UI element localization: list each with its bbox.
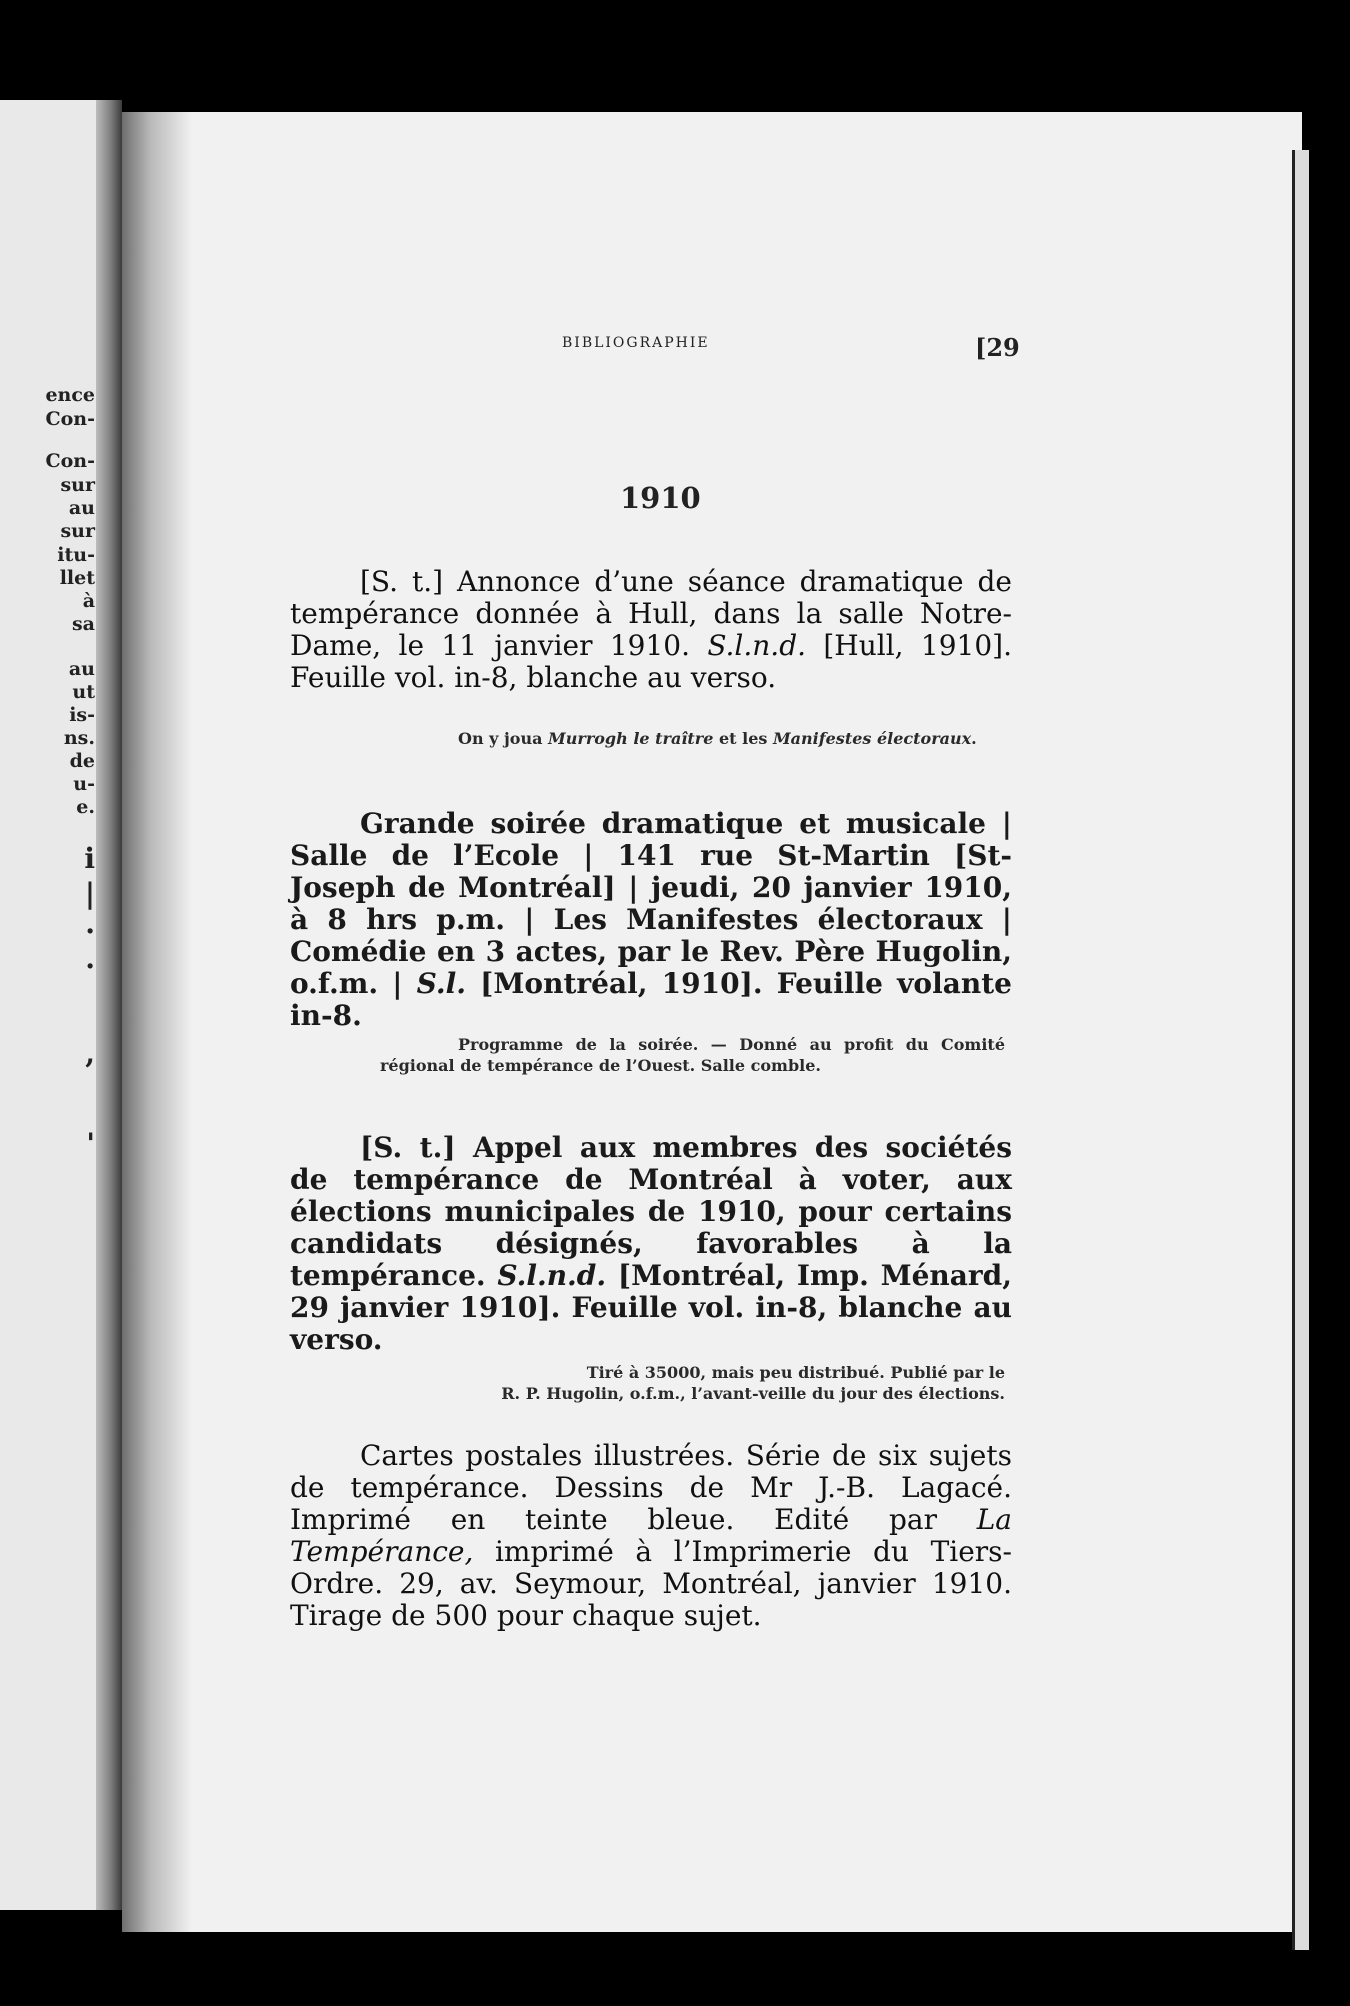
- facing-page-fragment: au: [68, 658, 95, 680]
- facing-page-fragment: Con-: [45, 450, 95, 472]
- facing-page-fragment: .: [85, 942, 95, 975]
- section-year: 1910: [620, 481, 701, 515]
- entry-note: On y joua Murrogh le traître et les Manifestes électoraux.: [458, 729, 977, 748]
- facing-page-fragment: ns.: [63, 727, 95, 749]
- facing-page-fragment: u-: [73, 773, 95, 795]
- facing-page-fragment: i: [84, 842, 95, 875]
- facing-page-fragment: ut: [72, 681, 95, 703]
- facing-page-fragment: is-: [69, 704, 95, 726]
- bibliography-entry: Grande soirée dramatique et musicale | Salle de l’Ecole | 141 rue St-Martin [St-Joseph de Montréal] | jeudi, 20 janvier 1910, à 8 hrs p.m. | Les Manifestes électoraux | Comédie en 3 actes, par le Rev. Père Hugolin, o.f.m. | S.l. [Montréal, 1910]. Feuille volante in-8.: [290, 807, 1012, 1032]
- facing-page-fragment: |: [84, 877, 95, 910]
- facing-page-gutter: [96, 100, 122, 1910]
- facing-page-fragment: ence: [45, 384, 95, 406]
- entry-note: Tiré à 35000, mais peu distribué. Publié par le R. P. Hugolin, o.f.m., l’avant-veille du jour des élections.: [501, 1363, 1005, 1403]
- page-edge: [1292, 150, 1309, 1950]
- bibliography-entry: Cartes postales illustrées. Série de six sujets de tempérance. Dessins de Mr J.-B. Lagacé. Imprimé en teinte bleue. Edité par La Tempérance, imprimé à l’Imprimerie du Tiers-Ordre. 29, av. Seymour, Montréal, janvier 1910. Tirage de 500 pour chaque sujet.: [290, 1439, 1012, 1632]
- spine-shadow: [122, 112, 192, 1932]
- running-title: BIBLIOGRAPHIE: [562, 335, 710, 351]
- facing-page-fragment: llet: [59, 567, 95, 589]
- facing-page-fragment: e.: [76, 796, 95, 818]
- facing-page-fragment: ,: [85, 1037, 95, 1070]
- facing-page-fragment: itu-: [57, 544, 95, 566]
- facing-page-fragment: de: [69, 750, 95, 772]
- facing-page-fragment: .: [85, 907, 95, 940]
- facing-page-fragment: à: [82, 590, 95, 612]
- facing-page-fragment: sur: [60, 474, 95, 496]
- facing-page-fragment: au: [68, 497, 95, 519]
- facing-page-fragment: sa: [71, 613, 95, 635]
- facing-page-fragment: sur: [60, 520, 95, 542]
- page-number: [29: [975, 333, 1020, 362]
- bibliography-entry: [S. t.] Annonce d’une séance dramatique de tempérance donnée à Hull, dans la salle Notre-Dame, le 11 janvier 1910. S.l.n.d. [Hull, 1910]. Feuille vol. in-8, blanche au verso.: [290, 565, 1012, 694]
- facing-page-fragment: ': [86, 1127, 95, 1160]
- bibliography-entry: [S. t.] Appel aux membres des sociétés de tempérance de Montréal à voter, aux élections municipales de 1910, pour certains candidats désignés, favorables à la tempérance. S.l.n.d. [Montréal, Imp. Ménard, 29 janvier 1910]. Feuille vol. in-8, blanche au verso.: [290, 1131, 1012, 1356]
- facing-page-fragment: Con-: [45, 408, 95, 430]
- entry-note: Programme de la soirée. — Donné au profit du Comité régional de tempérance de l’Ouest. Salle comble.: [380, 1035, 1005, 1075]
